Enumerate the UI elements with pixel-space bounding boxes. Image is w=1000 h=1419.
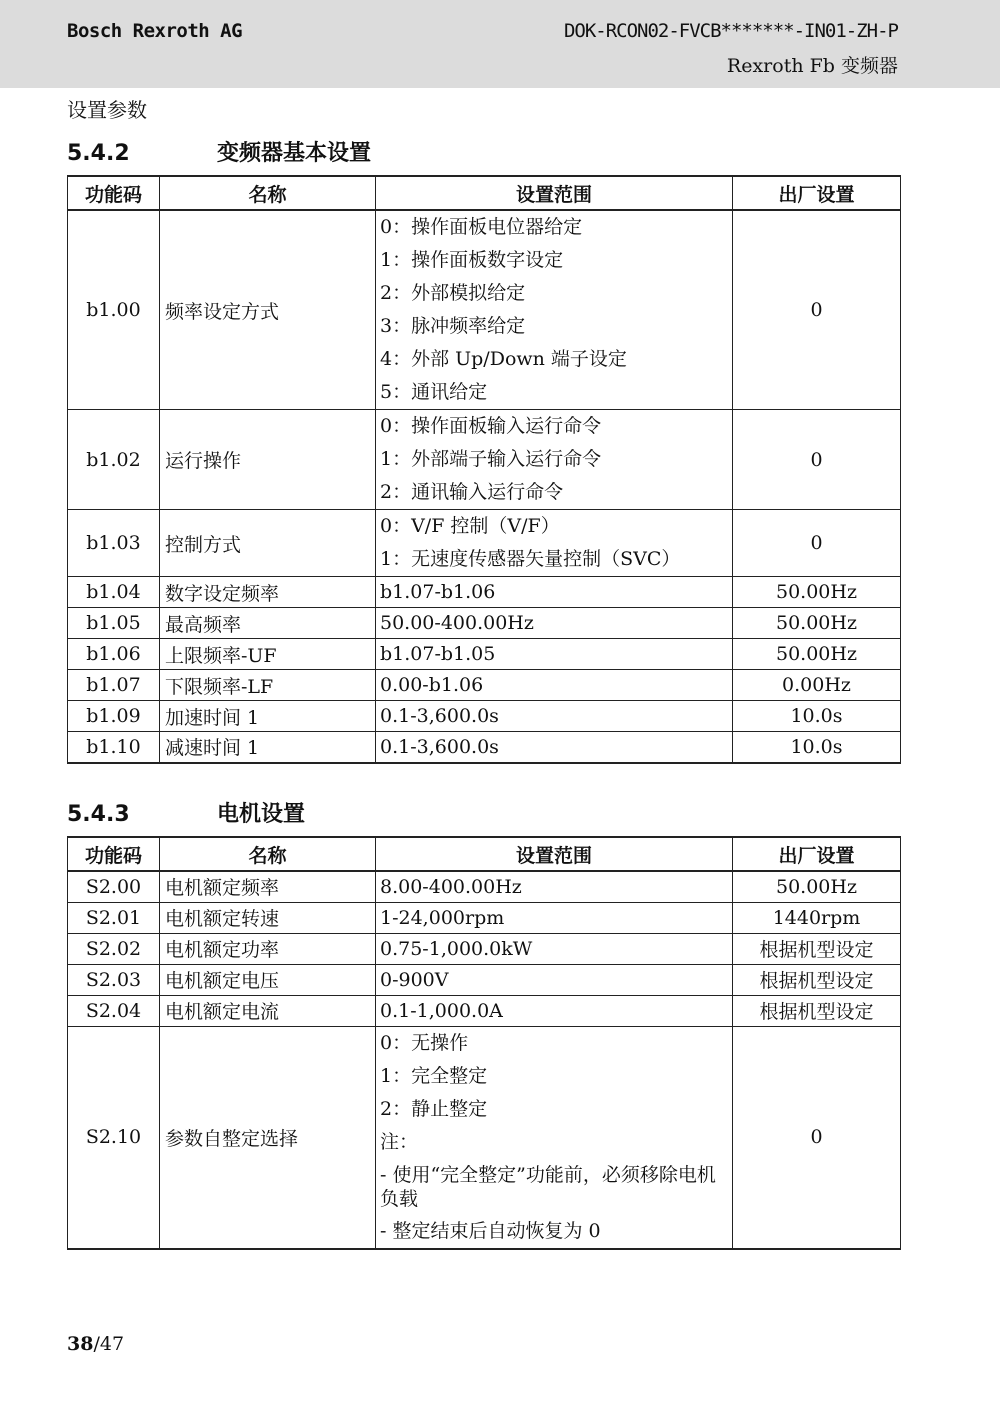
range-note: - 整定结束后自动恢复为 0 xyxy=(380,1219,601,1242)
default-value: 根据机型设定 xyxy=(733,964,901,995)
product-name: Rexroth Fb 变频器 xyxy=(726,55,898,77)
page-header xyxy=(0,0,1000,88)
document-id: DOK-RCON02-FVCB*******-IN01-ZH-P xyxy=(563,20,898,42)
basic-settings-table xyxy=(67,175,901,764)
setting-range xyxy=(376,210,733,410)
table-row xyxy=(68,1026,901,1249)
page-number xyxy=(67,1333,124,1355)
range-option: 1：无速度传感器矢量控制（SVC） xyxy=(380,548,681,570)
col-header: 设置范围 xyxy=(376,837,733,871)
parameter-name: 电机额定频率 xyxy=(160,871,376,902)
range-option: 2：外部模拟给定 xyxy=(380,282,526,304)
function-code: b1.06 xyxy=(68,639,160,670)
setting-range: 0.75-1,000.0kW xyxy=(376,933,733,964)
range-option: 2：静止整定 xyxy=(380,1097,488,1120)
table-row xyxy=(68,995,901,1026)
default-value: 0 xyxy=(733,210,901,410)
total-pages: /47 xyxy=(93,1333,125,1355)
function-code: b1.00 xyxy=(68,210,160,410)
current-page: 38 xyxy=(67,1333,94,1355)
section-heading-motor xyxy=(67,797,305,828)
col-header: 出厂设置 xyxy=(733,837,901,871)
table-row xyxy=(68,902,901,933)
function-code: b1.03 xyxy=(68,510,160,577)
parameter-name: 控制方式 xyxy=(160,510,376,577)
parameter-name: 电机额定电流 xyxy=(160,995,376,1026)
setting-range: 0.1-1,000.0A xyxy=(376,995,733,1026)
parameter-name: 数字设定频率 xyxy=(160,577,376,608)
setting-range: 0.1-3,600.0s xyxy=(376,701,733,732)
default-value: 0 xyxy=(733,410,901,510)
setting-range: 1-24,000rpm xyxy=(376,902,733,933)
section-heading-basic xyxy=(67,136,371,167)
parameter-name: 频率设定方式 xyxy=(160,210,376,410)
default-value: 50.00Hz xyxy=(733,608,901,639)
function-code: b1.04 xyxy=(68,577,160,608)
setting-range xyxy=(376,1026,733,1249)
range-option: 1：外部端子输入运行命令 xyxy=(380,448,602,470)
table-header-row xyxy=(68,837,901,871)
range-option: 0：V/F 控制（V/F） xyxy=(380,515,560,537)
range-note-label: 注： xyxy=(380,1130,419,1153)
table-row xyxy=(68,608,901,639)
setting-range xyxy=(376,510,733,577)
range-option: 2：通讯输入运行命令 xyxy=(380,481,564,503)
section-number: 5.4.2 xyxy=(67,141,130,166)
section-title: 变频器基本设置 xyxy=(217,141,372,166)
range-note: - 使用“完全整定”功能前，必须移除电机负载 xyxy=(380,1163,716,1210)
parameter-name: 参数自整定选择 xyxy=(160,1026,376,1249)
section-label: 设置参数 xyxy=(67,98,147,122)
default-value: 0 xyxy=(733,1026,901,1249)
range-option: 5：通讯给定 xyxy=(380,381,488,403)
table-row xyxy=(68,871,901,902)
parameter-name: 上限频率-UF xyxy=(160,639,376,670)
function-code: S2.10 xyxy=(68,1026,160,1249)
default-value: 根据机型设定 xyxy=(733,995,901,1026)
setting-range: 0.1-3,600.0s xyxy=(376,732,733,763)
table-row xyxy=(68,639,901,670)
range-option: 3：脉冲频率给定 xyxy=(380,315,526,337)
default-value: 10.0s xyxy=(733,701,901,732)
function-code: S2.01 xyxy=(68,902,160,933)
table-row xyxy=(68,701,901,732)
setting-range: b1.07-b1.05 xyxy=(376,639,733,670)
col-header: 设置范围 xyxy=(376,176,733,210)
col-header: 名称 xyxy=(160,837,376,871)
default-value: 0.00Hz xyxy=(733,670,901,701)
default-value: 1440rpm xyxy=(733,902,901,933)
table-header-row xyxy=(68,176,901,210)
function-code: b1.10 xyxy=(68,732,160,763)
table-row xyxy=(68,670,901,701)
function-code: S2.02 xyxy=(68,933,160,964)
parameter-name: 加速时间 1 xyxy=(160,701,376,732)
range-option: 1：完全整定 xyxy=(380,1064,488,1087)
col-header: 功能码 xyxy=(68,176,160,210)
parameter-name: 电机额定功率 xyxy=(160,933,376,964)
default-value: 50.00Hz xyxy=(733,639,901,670)
parameter-name: 电机额定电压 xyxy=(160,964,376,995)
table-row xyxy=(68,964,901,995)
motor-settings-table xyxy=(67,836,901,1250)
function-code: b1.09 xyxy=(68,701,160,732)
parameter-name: 电机额定转速 xyxy=(160,902,376,933)
table-row xyxy=(68,933,901,964)
function-code: S2.03 xyxy=(68,964,160,995)
default-value: 根据机型设定 xyxy=(733,933,901,964)
default-value: 50.00Hz xyxy=(733,871,901,902)
col-header: 功能码 xyxy=(68,837,160,871)
section-title: 电机设置 xyxy=(217,802,306,827)
setting-range: 50.00-400.00Hz xyxy=(376,608,733,639)
default-value: 10.0s xyxy=(733,732,901,763)
company-name: Bosch Rexroth AG xyxy=(67,20,243,42)
range-option: 4：外部 Up/Down 端子设定 xyxy=(380,348,627,370)
default-value: 50.00Hz xyxy=(733,577,901,608)
setting-range: 0.00-b1.06 xyxy=(376,670,733,701)
parameter-name: 最高频率 xyxy=(160,608,376,639)
parameter-name: 下限频率-LF xyxy=(160,670,376,701)
table-row xyxy=(68,510,901,577)
setting-range: 8.00-400.00Hz xyxy=(376,871,733,902)
setting-range xyxy=(376,410,733,510)
table-row xyxy=(68,210,901,410)
parameter-name: 减速时间 1 xyxy=(160,732,376,763)
range-option: 0：无操作 xyxy=(380,1031,469,1054)
function-code: b1.05 xyxy=(68,608,160,639)
col-header: 出厂设置 xyxy=(733,176,901,210)
col-header: 名称 xyxy=(160,176,376,210)
setting-range: 0-900V xyxy=(376,964,733,995)
table-row xyxy=(68,577,901,608)
setting-range: b1.07-b1.06 xyxy=(376,577,733,608)
parameter-name: 运行操作 xyxy=(160,410,376,510)
range-option: 0：操作面板电位器给定 xyxy=(380,216,583,238)
function-code: b1.02 xyxy=(68,410,160,510)
table-row xyxy=(68,410,901,510)
default-value: 0 xyxy=(733,510,901,577)
range-option: 0：操作面板输入运行命令 xyxy=(380,415,602,437)
section-number: 5.4.3 xyxy=(67,802,130,827)
function-code: b1.07 xyxy=(68,670,160,701)
table-row xyxy=(68,732,901,763)
function-code: S2.00 xyxy=(68,871,160,902)
range-option: 1：操作面板数字设定 xyxy=(380,249,564,271)
function-code: S2.04 xyxy=(68,995,160,1026)
